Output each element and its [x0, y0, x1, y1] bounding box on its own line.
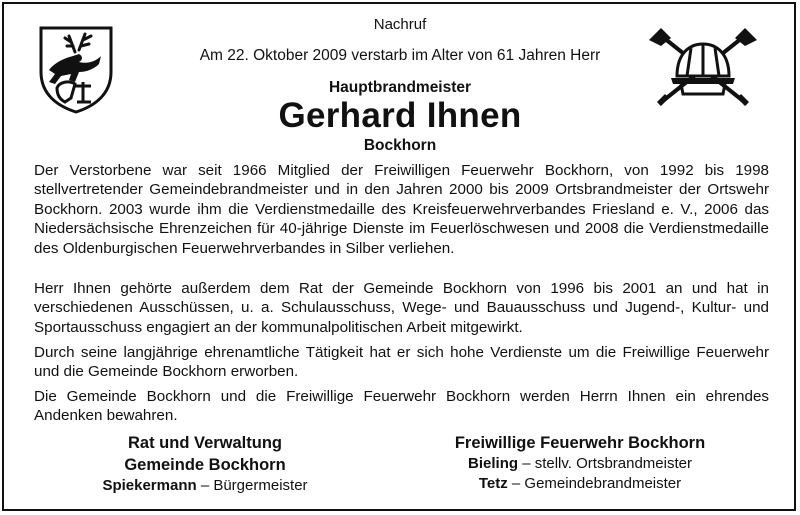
- paragraph-remembrance: Die Gemeinde Bockhorn und die Freiwillige Feuerwehr Bockhorn werden Herrn Ihnen ein ehrendes Andenken bewahren.: [34, 388, 769, 425]
- deceased-name: Gerhard Ihnen: [278, 96, 522, 135]
- intro-line: Am 22. Oktober 2009 verstarb im Alter von 61 Jahren Herr: [199, 47, 601, 64]
- signature-person: [60, 476, 350, 496]
- signature-title: Rat und Verwaltung: [127, 434, 282, 452]
- person-name: Spiekermann: [102, 477, 197, 494]
- person-role: – Bürgermeister: [200, 477, 308, 494]
- signature-title: Freiwillige Feuerwehr Bockhorn: [454, 434, 706, 452]
- person-name: Tetz: [478, 475, 508, 492]
- signature-person: [420, 474, 740, 494]
- town-name: Bockhorn: [363, 137, 437, 154]
- signature-subtitle: Gemeinde Bockhorn: [124, 456, 286, 474]
- paragraph-career: Der Verstorbene war seit 1966 Mitglied der Freiwilligen Feuerwehr Bockhorn, von 1992 bis 1998 stellvertretender Gemeindebrandmeister und in den Jahren 2000 bis 2009 Ortsbrandmeister der Ortswehr Bockhorn. 2003 wurde ihm die Verdienstmedaille des Kreisfeuerwehrverbandes Friesland e. V., 2006 das Niedersächsische Ehrenzeichen für 40-jährige Dienste im Feuerlöschwesen und 2008 die Verdienstmedaille des Oldenburgischen Feuerwehrverbandes in Silber verliehen.: [34, 162, 769, 257]
- signature-block-fire-brigade: [420, 432, 740, 494]
- signature-person: [420, 454, 740, 474]
- person-name: Bieling: [468, 455, 519, 472]
- paragraph-merits: Durch seine langjährige ehrenamtliche Tätigkeit hat er sich hohe Verdienste um die Freiwillige Feuerwehr und die Gemeinde Bockhorn erworben.: [34, 344, 769, 381]
- signature-block-municipality: [60, 432, 350, 496]
- heading-nachruf: Nachruf: [373, 16, 427, 33]
- person-role: – stellv. Ortsbrandmeister: [522, 455, 692, 472]
- rank-title: Hauptbrandmeister: [328, 79, 472, 96]
- person-role: – Gemeindebrandmeister: [511, 475, 682, 492]
- paragraph-council: Herr Ihnen gehörte außerdem dem Rat der Gemeinde Bockhorn von 1996 bis 2001 an und hat in verschiedenen Ausschüssen, u. a. Schulausschuss, Wege- und Bauausschuss und Jugend-, Kultur- und Sportausschuss engagiert an der kommunalpolitischen Arbeit mitgewirkt.: [34, 280, 769, 336]
